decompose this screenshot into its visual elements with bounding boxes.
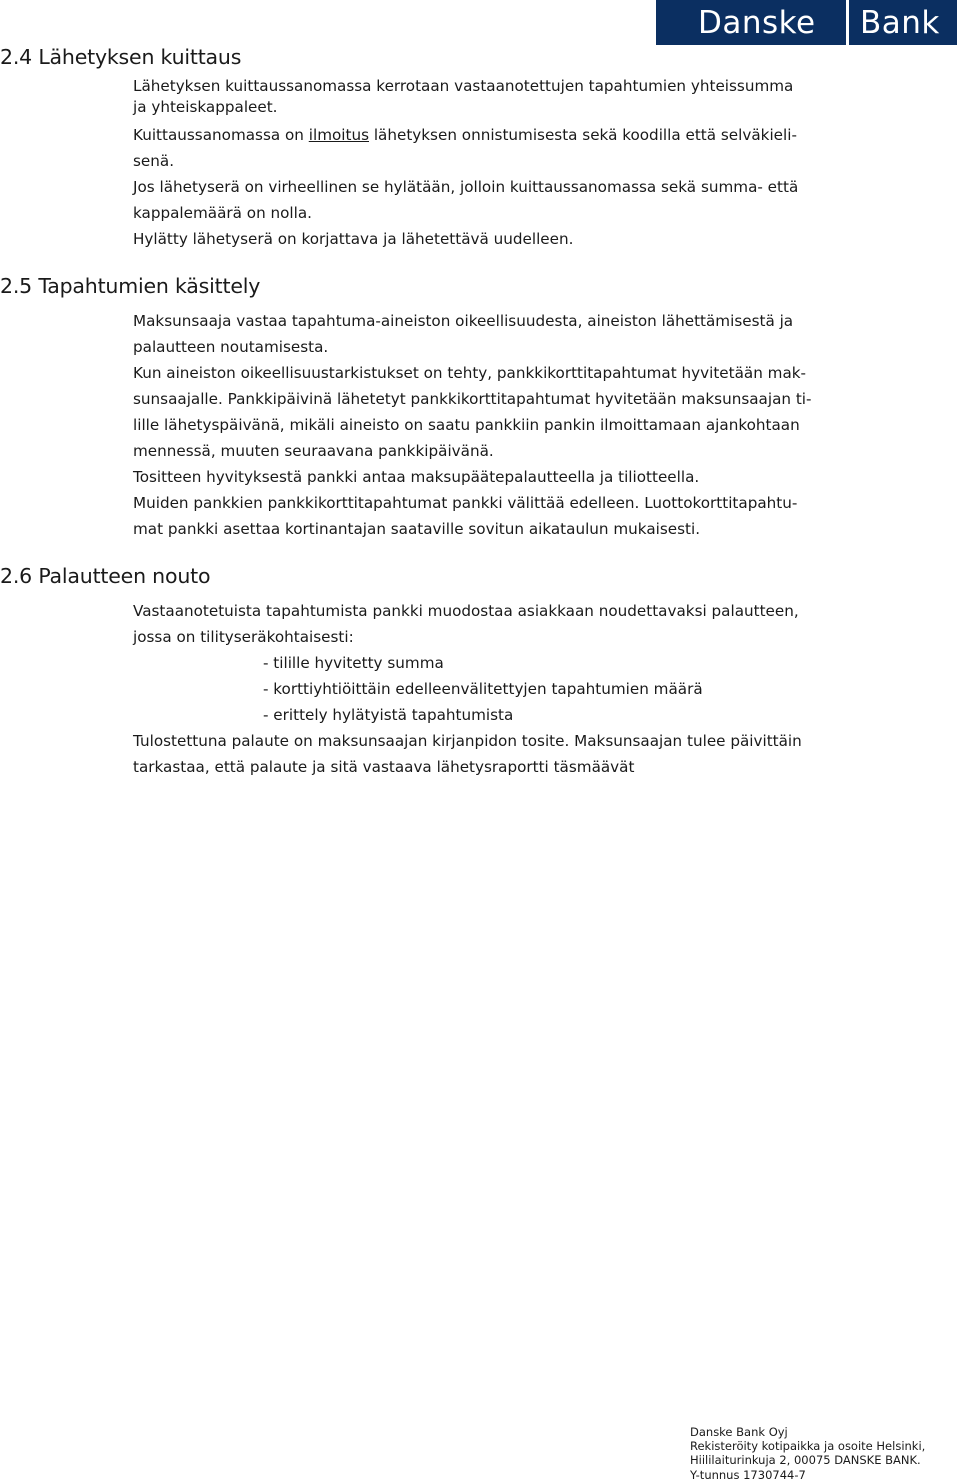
body-line: Maksunsaaja vastaa tapahtuma-aineiston oikeellisuudesta, aineiston lähettämisestä ja [133,312,794,330]
body-line: tarkastaa, että palaute ja sitä vastaava lähetysraportti täsmäävät [133,758,635,776]
section-heading-2-4: 2.4 Lähetyksen kuittaus [0,45,242,69]
body-line: Jos lähetyserä on virheellinen se hylätään, jolloin kuittaussanomassa sekä summa- että [133,178,799,196]
body-line: Lähetyksen kuittaussanomassa kerrotaan vastaanotettujen tapahtumien yhteissumma [133,77,794,95]
body-text: Kuittaussanomassa on [133,126,304,144]
body-line: palautteen noutamisesta. [133,338,329,356]
body-line: jossa on tilityseräkohtaisesti: [133,628,354,646]
body-line: Tositteen hyvityksestä pankki antaa maksupäätepalautteella ja tiliotteella. [133,468,700,486]
list-item: - erittely hylätyistä tapahtumista [263,706,514,724]
list-item: - tilille hyvitetty summa [263,654,444,672]
body-line: Tulostettuna palaute on maksunsaajan kirjanpidon tosite. Maksunsaajan tulee päivittäin [133,732,802,750]
section-heading-2-5: 2.5 Tapahtumien käsittely [0,274,261,298]
section-body-2-4 [133,76,903,118]
footer-registered-office: Rekisteröity kotipaikka ja osoite Helsinki, [690,1439,926,1454]
logo-text-danske: Danske [698,4,816,41]
footer-company-name: Danske Bank Oyj [690,1425,788,1439]
company-footer [690,1425,925,1482]
section-body-2-5 [133,308,903,542]
body-line: Vastaanotetuista tapahtumista pankki muodostaa asiakkaan noudettavaksi palautteen, [133,602,799,620]
section-heading-2-6: 2.6 Palautteen nouto [0,564,211,588]
body-line: mat pankki asettaa kortinantajan saataville sovitun aikataulun mukaisesti. [133,520,701,538]
body-text: lähetyksen onnistumisesta sekä koodilla että selväkieli- [373,126,797,144]
danske-bank-logo [656,0,957,45]
section-body-2-6 [133,598,903,780]
body-line: Hylätty lähetyserä on korjattava ja lähetettävä uudelleen. [133,230,574,248]
footer-business-id: Y-tunnus 1730744-7 [690,1467,806,1482]
body-line: mennessä, muuten seuraavana pankkipäivänä. [133,442,494,460]
section-body-2-4-cont [133,122,903,252]
body-line [133,122,903,148]
body-line: kappalemäärä on nolla. [133,204,313,222]
body-line: Muiden pankkien pankkikorttitapahtumat pankki välittää edelleen. Luottokorttitapahtu- [133,494,798,512]
body-line: senä. [133,152,175,170]
underlined-word: ilmoitus [308,126,369,144]
body-line: lille lähetyspäivänä, mikäli aineisto on saatu pankkiin pankin ilmoittamaan ajankohtaan [133,416,800,434]
list-item: - korttiyhtiöittäin edelleenvälitettyjen tapahtumien määrä [263,680,703,698]
body-line: Kun aineiston oikeellisuustarkistukset on tehty, pankkikorttitapahtumat hyvitetään mak- [133,364,807,382]
body-line: sunsaajalle. Pankkipäivinä lähetetyt pankkikorttitapahtumat hyvitetään maksunsaajan ti- [133,390,812,408]
footer-address: Hiililaiturinkuja 2, 00075 DANSKE BANK. [690,1453,921,1468]
logo-text-bank: Bank [860,4,940,41]
body-line: ja yhteiskappaleet. [133,98,278,116]
logo-wordmark-danske [656,0,846,45]
logo-wordmark-bank [849,0,957,45]
